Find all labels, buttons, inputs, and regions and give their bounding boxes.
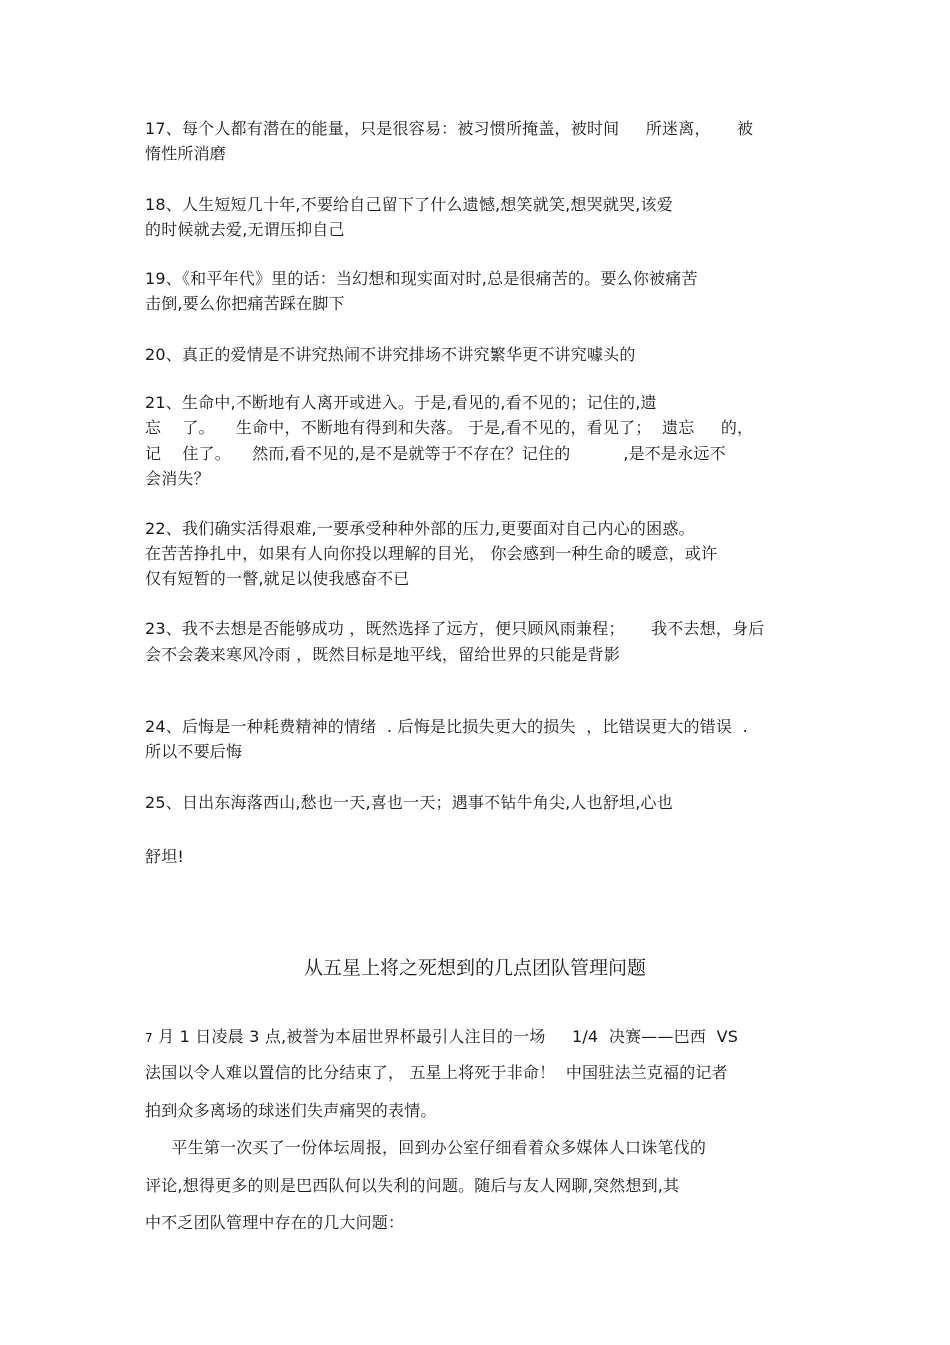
article-line <box>145 1027 738 1048</box>
article-line: 中不乏团队管理中存在的几大问题： <box>145 1213 405 1232</box>
quote-line: 19、《和平年代》里的话：当幻想和现实面对时,总是很痛苦的。要么你被痛苦 <box>145 269 698 288</box>
quote-line: 24、后悔是一种耗费精神的情绪 . 后悔是比损失更大的损失 ，比错误更大的错误 . <box>145 717 748 736</box>
article-first-rest: 月 1 日凌晨 3 点,被誉为本届世界杯最引人注目的一场 1/4 决赛——巴西 VS <box>152 1027 739 1046</box>
quote-line: 会不会袭来寒风冷雨 ，既然目标是地平线，留给世界的只能是背影 <box>145 645 621 664</box>
quote-line: 20、真正的爱情是不讲究热闹不讲究排场不讲究繁华更不讲究噱头的 <box>145 345 636 364</box>
quote-line: 忘 了。 生命中，不断地有得到和失落。 于是,看不见的，看见了； 遗忘 的， <box>145 418 754 437</box>
quote-line: 惰性所消磨 <box>145 144 227 163</box>
article-line: 平生第一次买了一份体坛周报，回到办公室仔细看着众多媒体人口诛笔伐的 <box>145 1138 707 1157</box>
article-title: 从五星上将之死想到的几点团队管理问题 <box>303 957 646 979</box>
quote-line: 17、每个人都有潜在的能量，只是很容易：被习惯所掩盖，被时间 所迷离， 被 <box>145 119 754 138</box>
quote-line: 22、我们确实活得艰难,一要承受种种外部的压力,更要面对自己内心的困惑。 <box>145 519 695 538</box>
quote-line: 击倒,要么你把痛苦踩在脚下 <box>145 294 345 313</box>
quote-line: 的时候就去爱,无谓压抑自己 <box>145 220 345 239</box>
quote-line: 舒坦! <box>145 847 185 866</box>
article-first-prefix: 7 <box>145 1031 153 1045</box>
quote-line: 记 住了。 然而,看不见的,是不是就等于不存在？记住的 ,是不是永远不 <box>145 444 726 463</box>
article-line: 法国以令人难以置信的比分结束了， 五星上将死于非命！ 中国驻法兰克福的记者 <box>145 1063 728 1082</box>
quote-line: 18、人生短短几十年,不要给自己留下了什么遗憾,想笑就笑,想哭就哭,该爱 <box>145 195 673 214</box>
quote-line: 23、我不去想是否能够成功 ，既然选择了远方，便只顾风雨兼程； 我不去想，身后 <box>145 619 765 638</box>
quote-line: 会消失？ <box>145 469 210 488</box>
quote-line: 在苦苦挣扎中，如果有人向你投以理解的目光， 你会感到一种生命的暖意，或许 <box>145 544 718 563</box>
quote-line: 仅有短暂的一瞥,就足以使我感奋不已 <box>145 569 410 588</box>
quote-line: 25、日出东海落西山,愁也一天,喜也一天；遇事不钻牛角尖,人也舒坦,心也 <box>145 793 673 812</box>
article-line: 拍到众多离场的球迷们失声痛哭的表情。 <box>145 1101 437 1120</box>
quote-line: 所以不要后悔 <box>145 742 243 761</box>
quote-line: 21、生命中,不断地有人离开或进入。于是,看见的,看不见的；记住的,遗 <box>145 393 657 412</box>
article-line: 评论,想得更多的则是巴西队何以失利的问题。随后与友人网聊,突然想到,其 <box>145 1176 680 1195</box>
